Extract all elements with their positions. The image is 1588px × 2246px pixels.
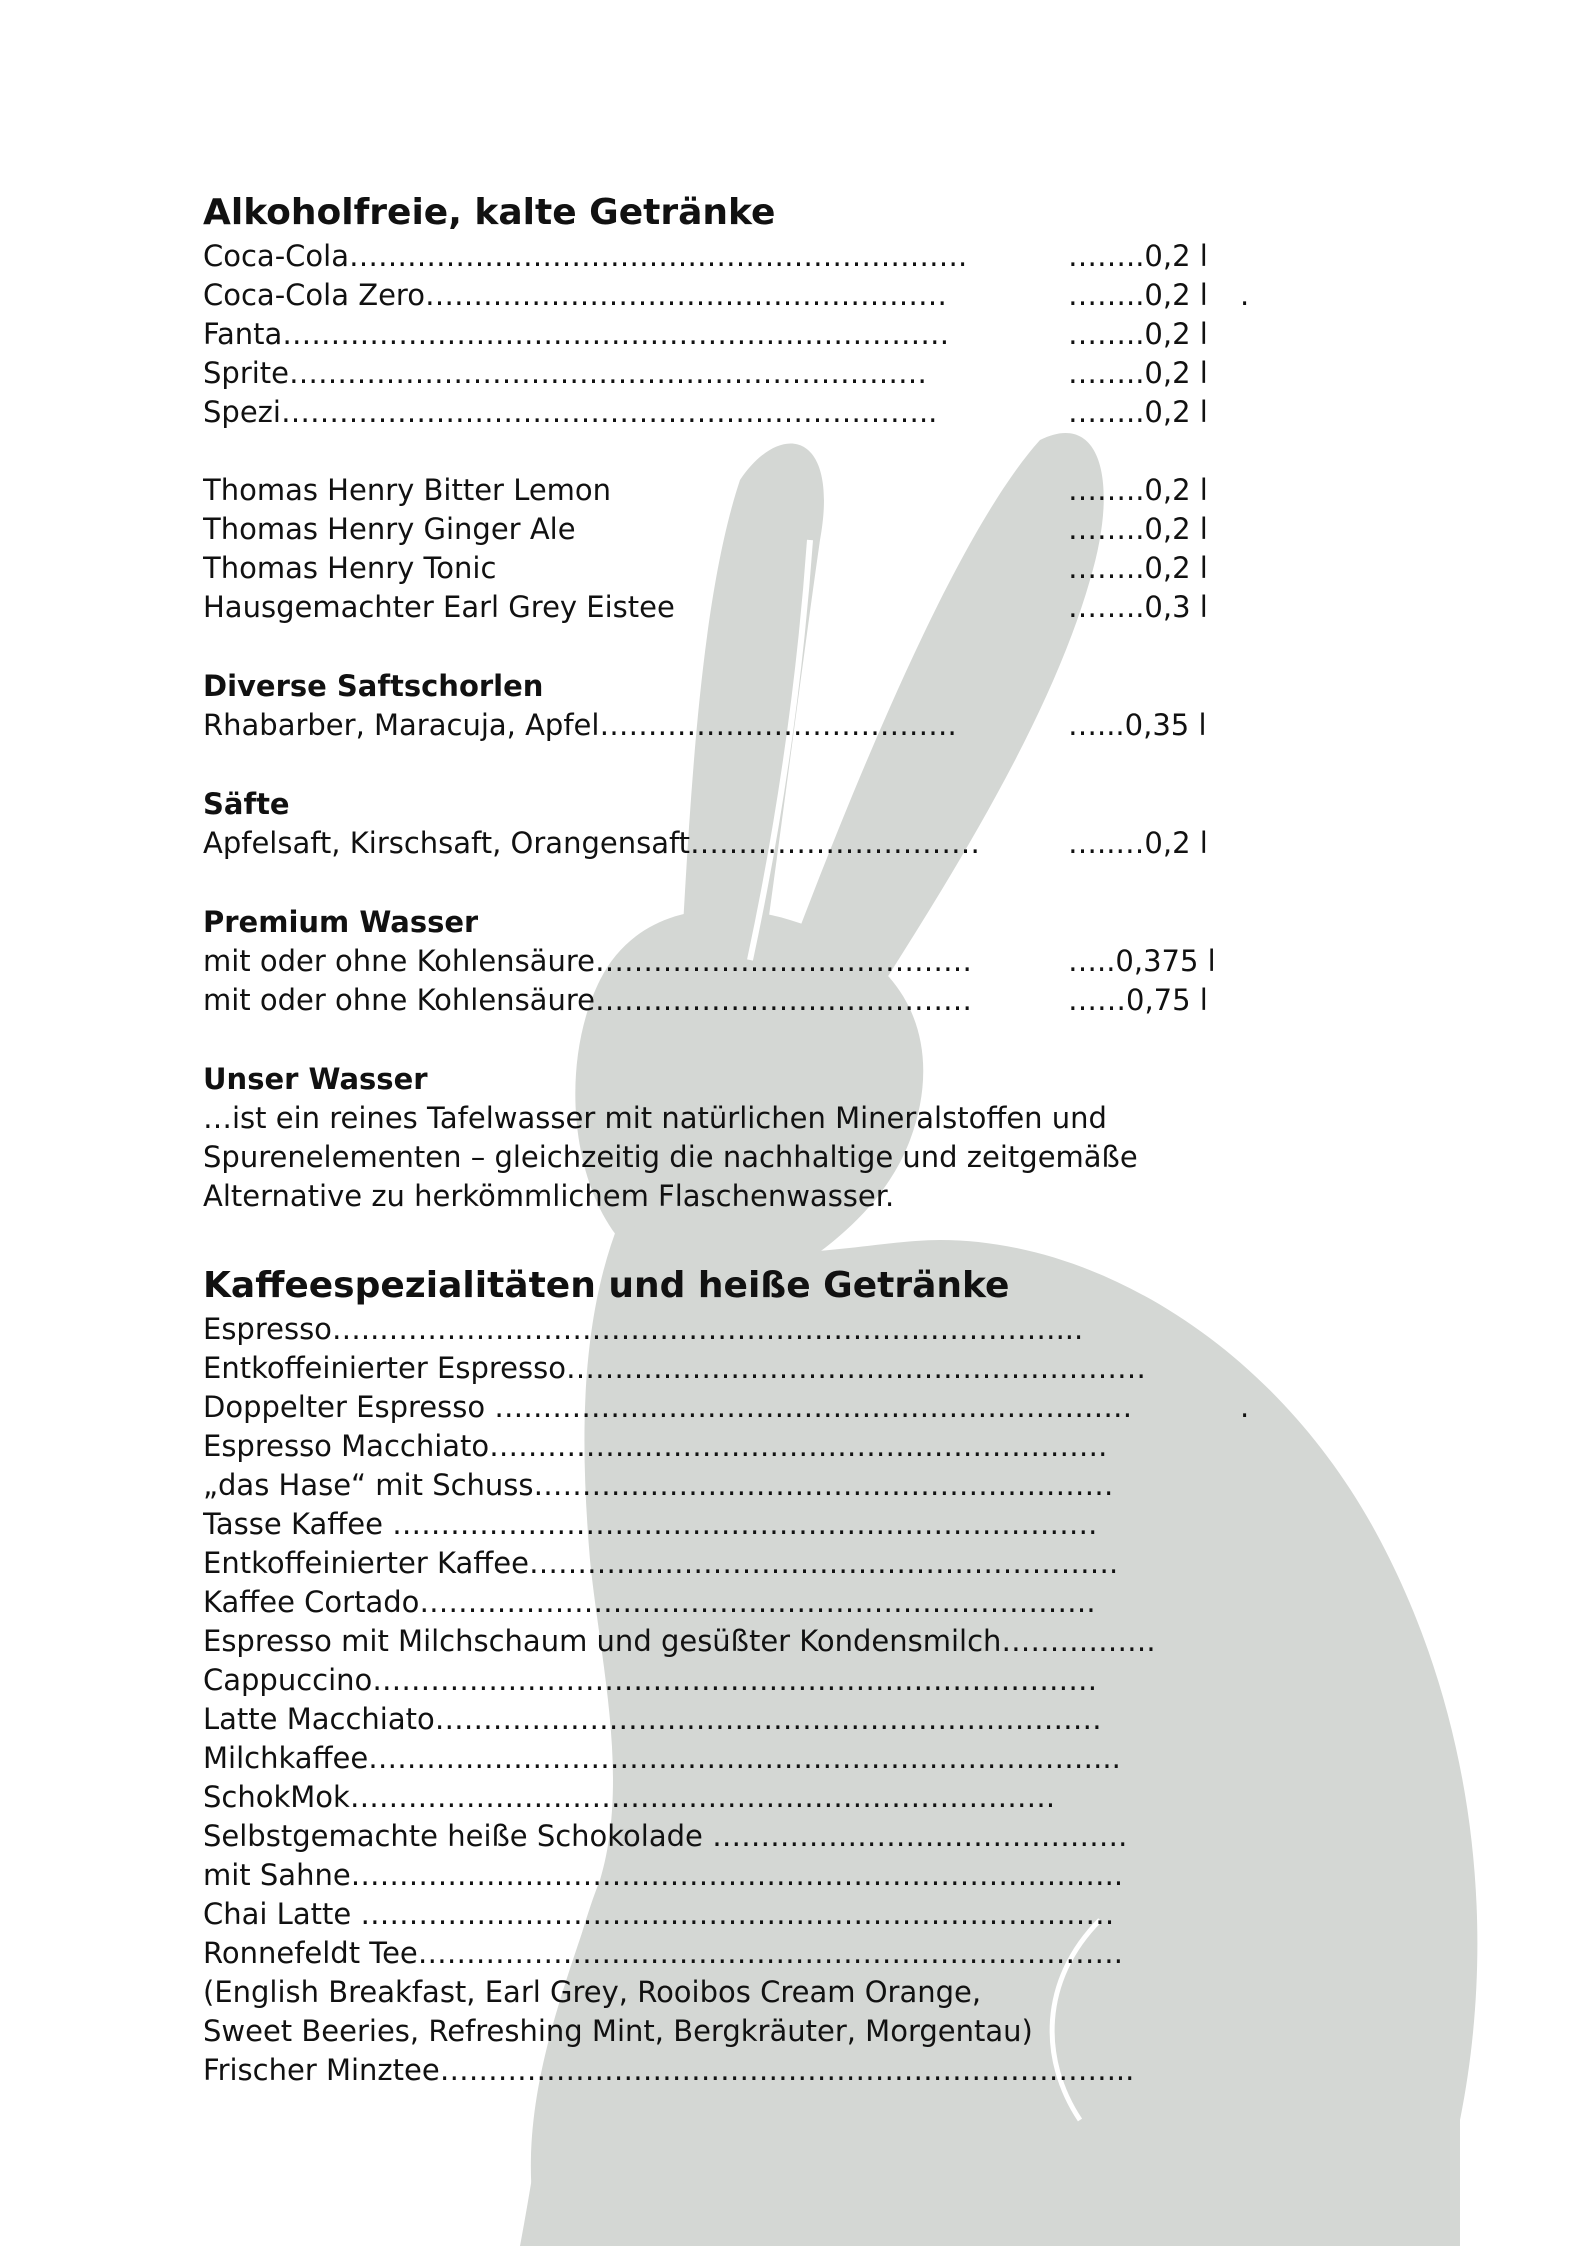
menu-item-volume: ……..0,2 l bbox=[1068, 278, 1208, 312]
subsection-title-schorlen: Diverse Saftschorlen bbox=[203, 669, 544, 703]
menu-item: Sprite………………………………………………………… bbox=[203, 356, 928, 390]
menu-item: Thomas Henry Ginger Ale bbox=[203, 512, 576, 546]
menu-item: mit oder ohne Kohlensäure………………………………… bbox=[203, 944, 972, 978]
menu-item: Fanta…………………………………………………………… bbox=[203, 317, 950, 351]
stray-mark: . bbox=[1240, 1390, 1250, 1424]
menu-item: Latte Macchiato…………………………………………………………… bbox=[203, 1702, 1102, 1736]
menu-item: Thomas Henry Tonic bbox=[203, 551, 497, 585]
menu-item: Selbstgemachte heiße Schokolade ……………………………………. bbox=[203, 1819, 1128, 1853]
menu-item-volume: ……0,75 l bbox=[1068, 983, 1208, 1017]
menu-item: Coca-Cola………………………………………………………. bbox=[203, 239, 968, 273]
menu-item: Espresso Macchiato………………………………………………………. bbox=[203, 1429, 1108, 1463]
menu-item-volume: …..…0,2 l bbox=[1068, 826, 1208, 860]
section-title-hot-drinks: Kaffeespezialitäten und heiße Getränke bbox=[203, 1265, 1010, 1306]
description-line: …ist ein reines Tafelwasser mit natürlichen Mineralstoffen und bbox=[203, 1101, 1107, 1135]
menu-item: Spezi………………………………………………………….. bbox=[203, 395, 938, 429]
menu-item-volume: …...0,35 l bbox=[1068, 708, 1207, 742]
menu-item: Kaffee Cortado……………………………………………………………. bbox=[203, 1585, 1096, 1619]
menu-item: Tasse Kaffee ………………………………………………………………. bbox=[203, 1507, 1098, 1541]
subsection-title-saefte: Säfte bbox=[203, 787, 290, 821]
menu-item: Entkoffeinierter Kaffee……………………………………………………. bbox=[203, 1546, 1119, 1580]
menu-item-note: Sweet Beeries, Refreshing Mint, Bergkräuter, Morgentau) bbox=[203, 2014, 1033, 2048]
subsection-title-unser-wasser: Unser Wasser bbox=[203, 1062, 428, 1096]
menu-item: Chai Latte …………………………………………………………………… bbox=[203, 1897, 1115, 1931]
menu-item-volume: …..0,375 l bbox=[1068, 944, 1216, 978]
menu-item-volume: ……..0,2 l bbox=[1068, 512, 1208, 546]
menu-item-volume: ……..0,2 l bbox=[1068, 473, 1208, 507]
menu-item-volume: ……..0,2 l bbox=[1068, 317, 1208, 351]
menu-item: Cappuccino………………………………………………………………… bbox=[203, 1663, 1098, 1697]
section-title-cold-drinks: Alkoholfreie, kalte Getränke bbox=[203, 192, 776, 233]
menu-item: Frischer Minztee……………………………………………………………... bbox=[203, 2053, 1135, 2087]
menu-item-volume: ……..0,2 l bbox=[1068, 395, 1208, 429]
menu-item: mit Sahne…………………………………………………………………….. bbox=[203, 1858, 1124, 1892]
menu-item: Ronnefeldt Tee………………………………………………………………. bbox=[203, 1936, 1123, 1970]
menu-item-note: (English Breakfast, Earl Grey, Rooibos Cream Orange, bbox=[203, 1975, 982, 2009]
menu-item-volume: ……..0,3 l bbox=[1068, 590, 1208, 624]
menu-item: „das Hase“ mit Schuss…………………………………………………… bbox=[203, 1468, 1114, 1502]
menu-item: mit oder ohne Kohlensäure………………………………… bbox=[203, 983, 972, 1017]
menu-item: Coca-Cola Zero……………………………………………… bbox=[203, 278, 947, 312]
menu-item: Espresso mit Milchschaum und gesüßter Kondensmilch……………. bbox=[203, 1624, 1156, 1658]
description-line: Spurenelementen – gleichzeitig die nachhaltige und zeitgemäße bbox=[203, 1140, 1138, 1174]
menu-item: Apfelsaft, Kirschsaft, Orangensaft………………………… bbox=[203, 826, 981, 860]
menu-item-volume: ……..0,2 l bbox=[1068, 551, 1208, 585]
menu-item: Doppelter Espresso ………………………………………………………… bbox=[203, 1390, 1133, 1424]
menu-item: Espresso…...……………………………………………………………... bbox=[203, 1312, 1084, 1346]
menu-item: Milchkaffee…………………………………………………………………... bbox=[203, 1741, 1121, 1775]
menu-item: Entkoffeinierter Espresso…………………………………………………… bbox=[203, 1351, 1146, 1385]
menu-item: Hausgemachter Earl Grey Eistee bbox=[203, 590, 675, 624]
menu-item-volume: ……..0,2 l bbox=[1068, 356, 1208, 390]
subsection-title-premium-wasser: Premium Wasser bbox=[203, 905, 479, 939]
menu-item: Thomas Henry Bitter Lemon bbox=[203, 473, 612, 507]
description-line: Alternative zu herkömmlichem Flaschenwasser. bbox=[203, 1179, 895, 1213]
menu-item-volume: ……..0,2 l bbox=[1068, 239, 1208, 273]
menu-item: Rhabarber, Maracuja, Apfel………………………………. bbox=[203, 708, 957, 742]
stray-mark: . bbox=[1240, 278, 1250, 312]
menu-item: SchokMok………………………………………………………………. bbox=[203, 1780, 1056, 1814]
